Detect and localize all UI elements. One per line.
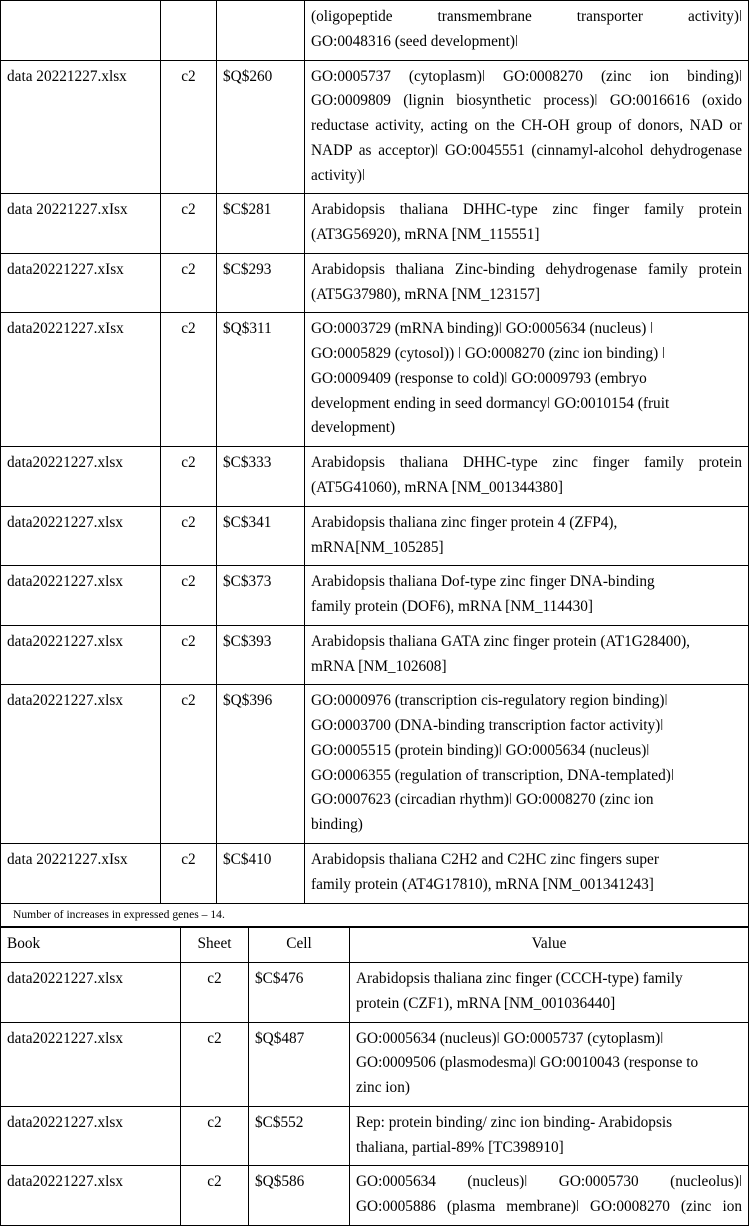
cell-sheet: c2 [161,194,217,254]
caption-row [1,904,749,927]
header-sheet: Sheet [181,928,249,963]
cell-book: data 20221227.xIsx [1,194,161,254]
cell-sheet: c2 [161,843,217,903]
value-line: Arabidopsis thaliana C2H2 and C2HC zinc fingers super [311,850,659,868]
cell-book [1,1,161,61]
cell-book: data20221227.xlsx [1,1022,181,1106]
cell-value [350,1166,749,1226]
cell-sheet: c2 [161,566,217,626]
cell-value [305,566,749,626]
cell-reference: $Q$311 [217,313,305,447]
cell-book: data 20221227.xlsx [1,60,161,194]
cell-value [305,843,749,903]
value-line: thaliana, partial-89% [TC398910] [356,1138,564,1156]
cell-sheet: c2 [161,60,217,194]
cell-reference: $C$552 [249,1106,350,1166]
cell-book: data20221227.xlsx [1,447,161,507]
cell-book: data20221227.xlsx [1,1106,181,1166]
cell-value [305,1,749,61]
cell-reference: $C$393 [217,625,305,685]
cell-sheet: c2 [181,963,249,1023]
value-line: GO:0005829 (cytosol)) ǀ GO:0008270 (zinc ion binding) ǀ [311,345,666,363]
cell-book: data20221227.xlsx [1,1166,181,1226]
header-value: Value [350,928,749,963]
cell-reference: $Q$586 [249,1166,350,1226]
value-line: GO:0003700 (DNA-binding transcription factor activity)ǀ [311,717,664,735]
table-row [1,60,749,194]
table-row [1,194,749,254]
cell-value [305,313,749,447]
value-line: protein (CZF1), mRNA [NM_001036440] [356,994,616,1012]
table-header-row [1,928,749,963]
cell-sheet: c2 [161,253,217,313]
cell-reference: $C$341 [217,506,305,566]
cell-sheet: c2 [161,625,217,685]
table-row [1,963,749,1023]
value-line: GO:0003729 (mRNA binding)ǀ GO:0005634 (nucleus) ǀ [311,320,654,338]
table-row [1,625,749,685]
cell-reference: $C$410 [217,843,305,903]
value-line: family protein (AT4G17810), mRNA [NM_001341243] [311,875,654,893]
cell-book: data20221227.xIsx [1,313,161,447]
cell-value: Arabidopsis thaliana Zinc-binding dehydrogenase family protein (AT5G37980), mRNA [NM_123157] [305,253,749,313]
cell-book: data20221227.xlsx [1,685,161,844]
value-line: GO:0005634 (nucleus)ǀ GO:0005737 (cytoplasm)ǀ [356,1029,664,1047]
cell-reference: $C$293 [217,253,305,313]
cell-reference: $Q$396 [217,685,305,844]
cell-value: Arabidopsis thaliana DHHC-type zinc finger family protein (AT5G41060), mRNA [NM_001344380] [305,447,749,507]
value-line: Arabidopsis thaliana zinc finger (CCCH-type) family [356,970,683,988]
table-increases [0,927,749,1226]
table-row [1,566,749,626]
cell-sheet: c2 [161,506,217,566]
cell-value [350,963,749,1023]
cell-sheet: c2 [161,313,217,447]
cell-sheet [161,1,217,61]
cell-sheet: c2 [161,685,217,844]
value-line: binding) [311,816,363,834]
cell-value: Arabidopsis thaliana DHHC-type zinc finger family protein (AT3G56920), mRNA [NM_115551] [305,194,749,254]
table-row [1,843,749,903]
cell-sheet: c2 [181,1166,249,1226]
cell-value [305,685,749,844]
value-line: family protein (DOF6), mRNA [NM_114430] [311,598,593,616]
value-line: GO:0005515 (protein binding)ǀ GO:0005634 (nucleus)ǀ [311,741,650,759]
cell-book: data20221227.xlsx [1,625,161,685]
value-line: mRNA[NM_105285] [311,538,444,556]
cell-value: GO:0005737 (cytoplasm)ǀ GO:0008270 (zinc ion binding)ǀ GO:0009809 (lignin biosynthetic process)ǀ GO:0016616 (oxido reductase activity, acting on the CH-OH group of donors, NAD or NADP as acceptor)ǀ GO:0045551 (cinnamyl-alcohol dehydrogenase activity)ǀ [305,60,749,194]
table-row [1,1166,749,1226]
value-line: Rep: protein binding/ zinc ion binding- Arabidopsis [356,1113,673,1131]
value-line: (oligopeptide transmembrane transporter activity)ǀ [311,8,742,25]
value-line: GO:0009506 (plasmodesma)ǀ GO:0010043 (response to [356,1054,699,1072]
cell-reference: $Q$487 [249,1022,350,1106]
value-line: GO:0000976 (transcription cis-regulatory region binding)ǀ [311,692,668,710]
table-row [1,313,749,447]
table-row [1,1,749,61]
cell-book: data20221227.xlsx [1,506,161,566]
cell-book: data20221227.xlsx [1,963,181,1023]
cell-reference: $C$476 [249,963,350,1023]
cell-sheet: c2 [181,1106,249,1166]
cell-book: data 20221227.xIsx [1,843,161,903]
value-line: GO:0007623 (circadian rhythm)ǀ GO:0008270 (zinc ion [311,791,654,809]
value-line: mRNA [NM_102608] [311,657,447,675]
cell-book: data20221227.xlsx [1,566,161,626]
caption-text: Number of increases in expressed genes – 14. [1,904,749,927]
value-line: development ending in seed dormancyǀ GO:0010154 (fruit [311,394,670,412]
value-line: Arabidopsis thaliana GATA zinc finger protein (AT1G28400), [311,632,690,650]
value-line: zinc ion) [356,1079,410,1097]
cell-reference [217,1,305,61]
table-row [1,1022,749,1106]
cell-sheet: c2 [181,1022,249,1106]
cell-sheet: c2 [161,447,217,507]
table-caption-block [0,904,749,928]
value-line: GO:0009409 (response to cold)ǀ GO:0009793 (embryo [311,369,647,387]
value-line: development) [311,419,396,437]
cell-reference: $C$281 [217,194,305,254]
table-row [1,447,749,507]
value-line: GO:0048316 (seed development)ǀ [311,32,518,50]
cell-value [350,1106,749,1166]
value-line: GO:0005634 (nucleus)ǀ GO:0005730 (nucleolus)ǀ [356,1173,742,1191]
value-line: Arabidopsis thaliana Dof-type zinc finger DNA-binding [311,573,655,591]
header-book: Book [1,928,181,963]
cell-reference: $Q$260 [217,60,305,194]
table-row [1,506,749,566]
table-row [1,1106,749,1166]
header-cell: Cell [249,928,350,963]
value-line: Arabidopsis thaliana zinc finger protein 4 (ZFP4), [311,513,618,531]
cell-value [350,1022,749,1106]
cell-value [305,506,749,566]
cell-reference: $C$333 [217,447,305,507]
table-row [1,685,749,844]
cell-book: data20221227.xIsx [1,253,161,313]
table-row [1,253,749,313]
value-line: GO:0005886 (plasma membrane)ǀ GO:0008270 (zinc ion [356,1198,742,1216]
cell-value [305,625,749,685]
value-line: GO:0006355 (regulation of transcription, DNA-templated)ǀ [311,766,674,784]
cell-reference: $C$373 [217,566,305,626]
